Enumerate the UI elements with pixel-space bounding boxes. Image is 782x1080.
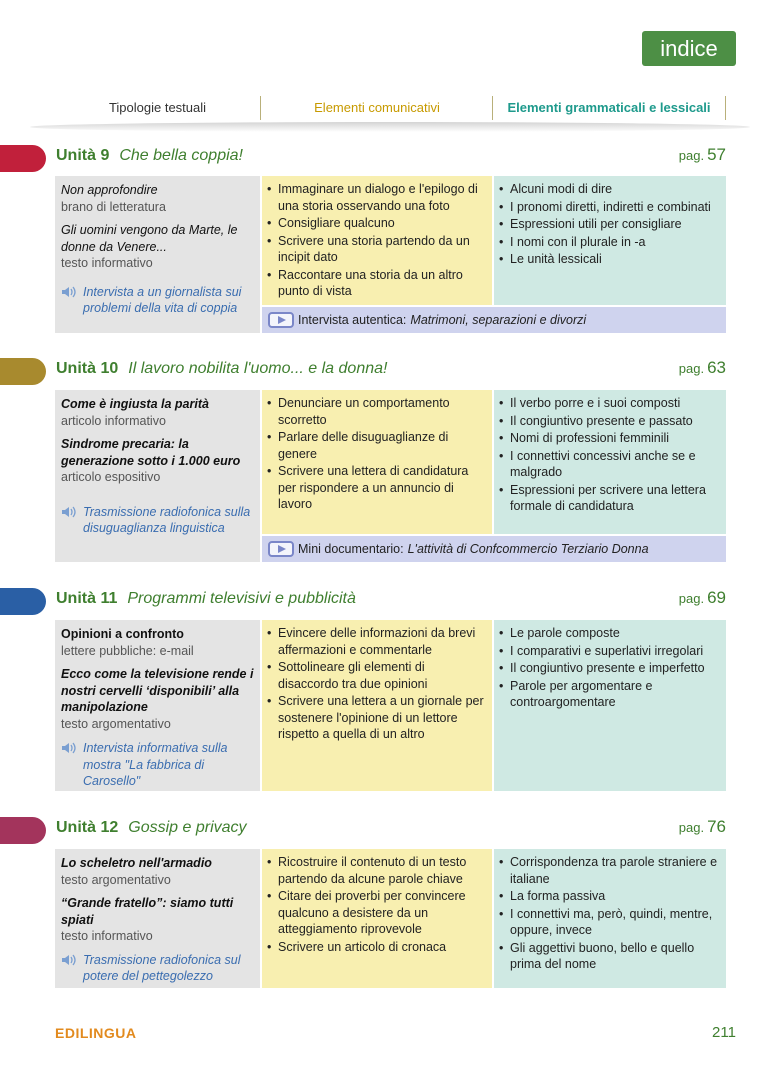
unit-10-communicative bbox=[262, 390, 492, 534]
list-item: • Il verbo porre e i suoi composti bbox=[498, 395, 720, 412]
list-item: • Alcuni modi di dire bbox=[498, 181, 720, 198]
list-item: • Scrivere una lettera a un giornale per sostenere l'opinione di un lettore rispetto a quella di un altro bbox=[266, 693, 486, 743]
list-item: • I comparativi e superlativi irregolari bbox=[498, 643, 720, 660]
list-item: • Il congiuntivo presente e imperfetto bbox=[498, 660, 720, 677]
text-title: Sindrome precaria: la generazione sotto i 1.000 euro bbox=[61, 437, 241, 468]
list-item: • Il congiuntivo presente e passato bbox=[498, 413, 720, 430]
column-divider bbox=[260, 96, 261, 120]
text-title: Opinioni a confronto bbox=[61, 627, 184, 641]
text-type: testo argomentativo bbox=[61, 716, 171, 731]
list-item: • Parole per argomentare e controargomentare bbox=[498, 678, 720, 711]
column-divider bbox=[492, 96, 493, 120]
audio-track[interactable]: Intervista informativa sulla mostra "La fabbrica di Carosello" bbox=[61, 740, 254, 790]
column-divider bbox=[725, 96, 726, 120]
list-item: • Raccontare una storia da un altro punto di vista bbox=[266, 267, 486, 300]
list-item: • Espressioni per scrivere una lettera formale di candidatura bbox=[498, 482, 720, 515]
list-item: • Le parole composte bbox=[498, 625, 720, 642]
speaker-icon bbox=[61, 742, 77, 754]
column-header-communicative: Elementi comunicativi bbox=[314, 100, 440, 115]
list-item: • Espressioni utili per consigliare bbox=[498, 216, 720, 233]
text-type: testo informativo bbox=[61, 929, 153, 943]
unit-10-video[interactable]: Mini documentario: L'attività di Confcommercio Terziario Donna bbox=[262, 536, 726, 562]
page-reference[interactable]: pag. 63 bbox=[678, 358, 726, 377]
list-item: • Evincere delle informazioni da brevi affermazioni e commentarle bbox=[266, 625, 486, 658]
page-reference[interactable]: pag. 76 bbox=[678, 817, 726, 836]
text-type: testo informativo bbox=[61, 256, 153, 270]
publisher-logo: EDILINGUA bbox=[55, 1025, 137, 1041]
list-item: • Le unità lessicali bbox=[498, 251, 720, 268]
page-number: 211 bbox=[712, 1024, 736, 1041]
unit-9-grammar bbox=[494, 176, 726, 305]
text-title: Come è ingiusta la parità bbox=[61, 397, 209, 411]
unit-9-video[interactable]: Intervista autentica: Matrimoni, separazioni e divorzi bbox=[262, 307, 726, 333]
list-item: • Denunciare un comportamento scorretto bbox=[266, 395, 486, 428]
list-item: • I nomi con il plurale in -a bbox=[498, 234, 720, 251]
text-type: lettere pubbliche: e-mail bbox=[61, 643, 194, 658]
list-item: • Sottolineare gli elementi di disaccordo tra due opinioni bbox=[266, 659, 486, 692]
list-item: • I connettivi concessivi anche se e malgrado bbox=[498, 448, 720, 481]
play-icon[interactable] bbox=[268, 541, 294, 557]
unit-10-grammar bbox=[494, 390, 726, 534]
speaker-icon bbox=[61, 506, 77, 518]
unit-11-text-types bbox=[55, 620, 260, 791]
text-title: Lo scheletro nell'armadio bbox=[61, 856, 212, 870]
unit-12-text-types bbox=[55, 849, 260, 988]
text-title: Ecco come la televisione rende i nostri cervelli ‘disponibili’ alla manipolazione bbox=[61, 667, 254, 714]
unit-title: Unità 10 Il lavoro nobilita l'uomo... e la donna! bbox=[56, 360, 388, 377]
audio-track[interactable]: Intervista a un giornalista sui problemi della vita di coppia bbox=[61, 284, 254, 317]
audio-track[interactable]: Trasmissione radiofonica sulla disuguaglianza linguistica bbox=[61, 504, 254, 537]
column-header-grammar: Elementi grammaticali e lessicali bbox=[507, 100, 711, 115]
speaker-icon bbox=[61, 286, 77, 298]
unit-color-tab bbox=[0, 588, 46, 615]
list-item: • Scrivere una storia partendo da un incipit dato bbox=[266, 233, 486, 266]
list-item: • I connettivi ma, però, quindi, mentre, oppure, invece bbox=[498, 906, 720, 939]
text-title: “Grande fratello”: siamo tutti spiati bbox=[61, 896, 234, 927]
text-type: testo argomentativo bbox=[61, 872, 171, 887]
text-type: brano di letteratura bbox=[61, 199, 166, 214]
unit-color-tab bbox=[0, 145, 46, 172]
unit-11-grammar bbox=[494, 620, 726, 791]
list-item: • Parlare delle disuguaglianze di genere bbox=[266, 429, 486, 462]
list-item: • Ricostruire il contenuto di un testo partendo da alcune parole chiave bbox=[266, 854, 486, 887]
unit-title: Unità 12 Gossip e privacy bbox=[56, 819, 247, 836]
text-type: articolo informativo bbox=[61, 413, 166, 428]
index-tab: indice bbox=[642, 31, 736, 66]
unit-color-tab bbox=[0, 817, 46, 844]
list-item: • Immaginare un dialogo e l'epilogo di una storia osservando una foto bbox=[266, 181, 486, 214]
page-reference[interactable]: pag. 57 bbox=[678, 145, 726, 164]
unit-title: Unità 11 Programmi televisivi e pubblicità bbox=[56, 590, 356, 607]
unit-color-tab bbox=[0, 358, 46, 385]
text-title: Non approfondire bbox=[61, 183, 158, 197]
list-item: • Gli aggettivi buono, bello e quello prima del nome bbox=[498, 940, 720, 973]
list-item: • Citare dei proverbi per convincere qualcuno a desistere da un atteggiamento riprovevole bbox=[266, 888, 486, 938]
unit-9-communicative bbox=[262, 176, 492, 305]
list-item: • Consigliare qualcuno bbox=[266, 215, 486, 232]
unit-10-text-types bbox=[55, 390, 260, 562]
speaker-icon bbox=[61, 954, 77, 966]
list-item: • I pronomi diretti, indiretti e combinati bbox=[498, 199, 720, 216]
text-type: articolo espositivo bbox=[61, 470, 161, 484]
list-item: • Nomi di professioni femminili bbox=[498, 430, 720, 447]
unit-12-communicative bbox=[262, 849, 492, 988]
play-icon[interactable] bbox=[268, 312, 294, 328]
list-item: • Scrivere una lettera di candidatura per rispondere a un annuncio di lavoro bbox=[266, 463, 486, 513]
header-shadow bbox=[30, 122, 750, 132]
unit-12-grammar bbox=[494, 849, 726, 988]
unit-title: Unità 9 Che bella coppia! bbox=[56, 147, 243, 164]
audio-track[interactable]: Trasmissione radiofonica sul potere del pettegolezzo bbox=[61, 952, 254, 985]
unit-11-communicative bbox=[262, 620, 492, 791]
page-reference[interactable]: pag. 69 bbox=[678, 588, 726, 607]
list-item: • Scrivere un articolo di cronaca bbox=[266, 939, 486, 956]
list-item: • La forma passiva bbox=[498, 888, 720, 905]
list-item: • Corrispondenza tra parole straniere e italiane bbox=[498, 854, 720, 887]
text-title: Gli uomini vengono da Marte, le donne da Venere... bbox=[61, 223, 238, 254]
unit-9-text-types bbox=[55, 176, 260, 333]
column-header-text-types: Tipologie testuali bbox=[108, 100, 207, 115]
